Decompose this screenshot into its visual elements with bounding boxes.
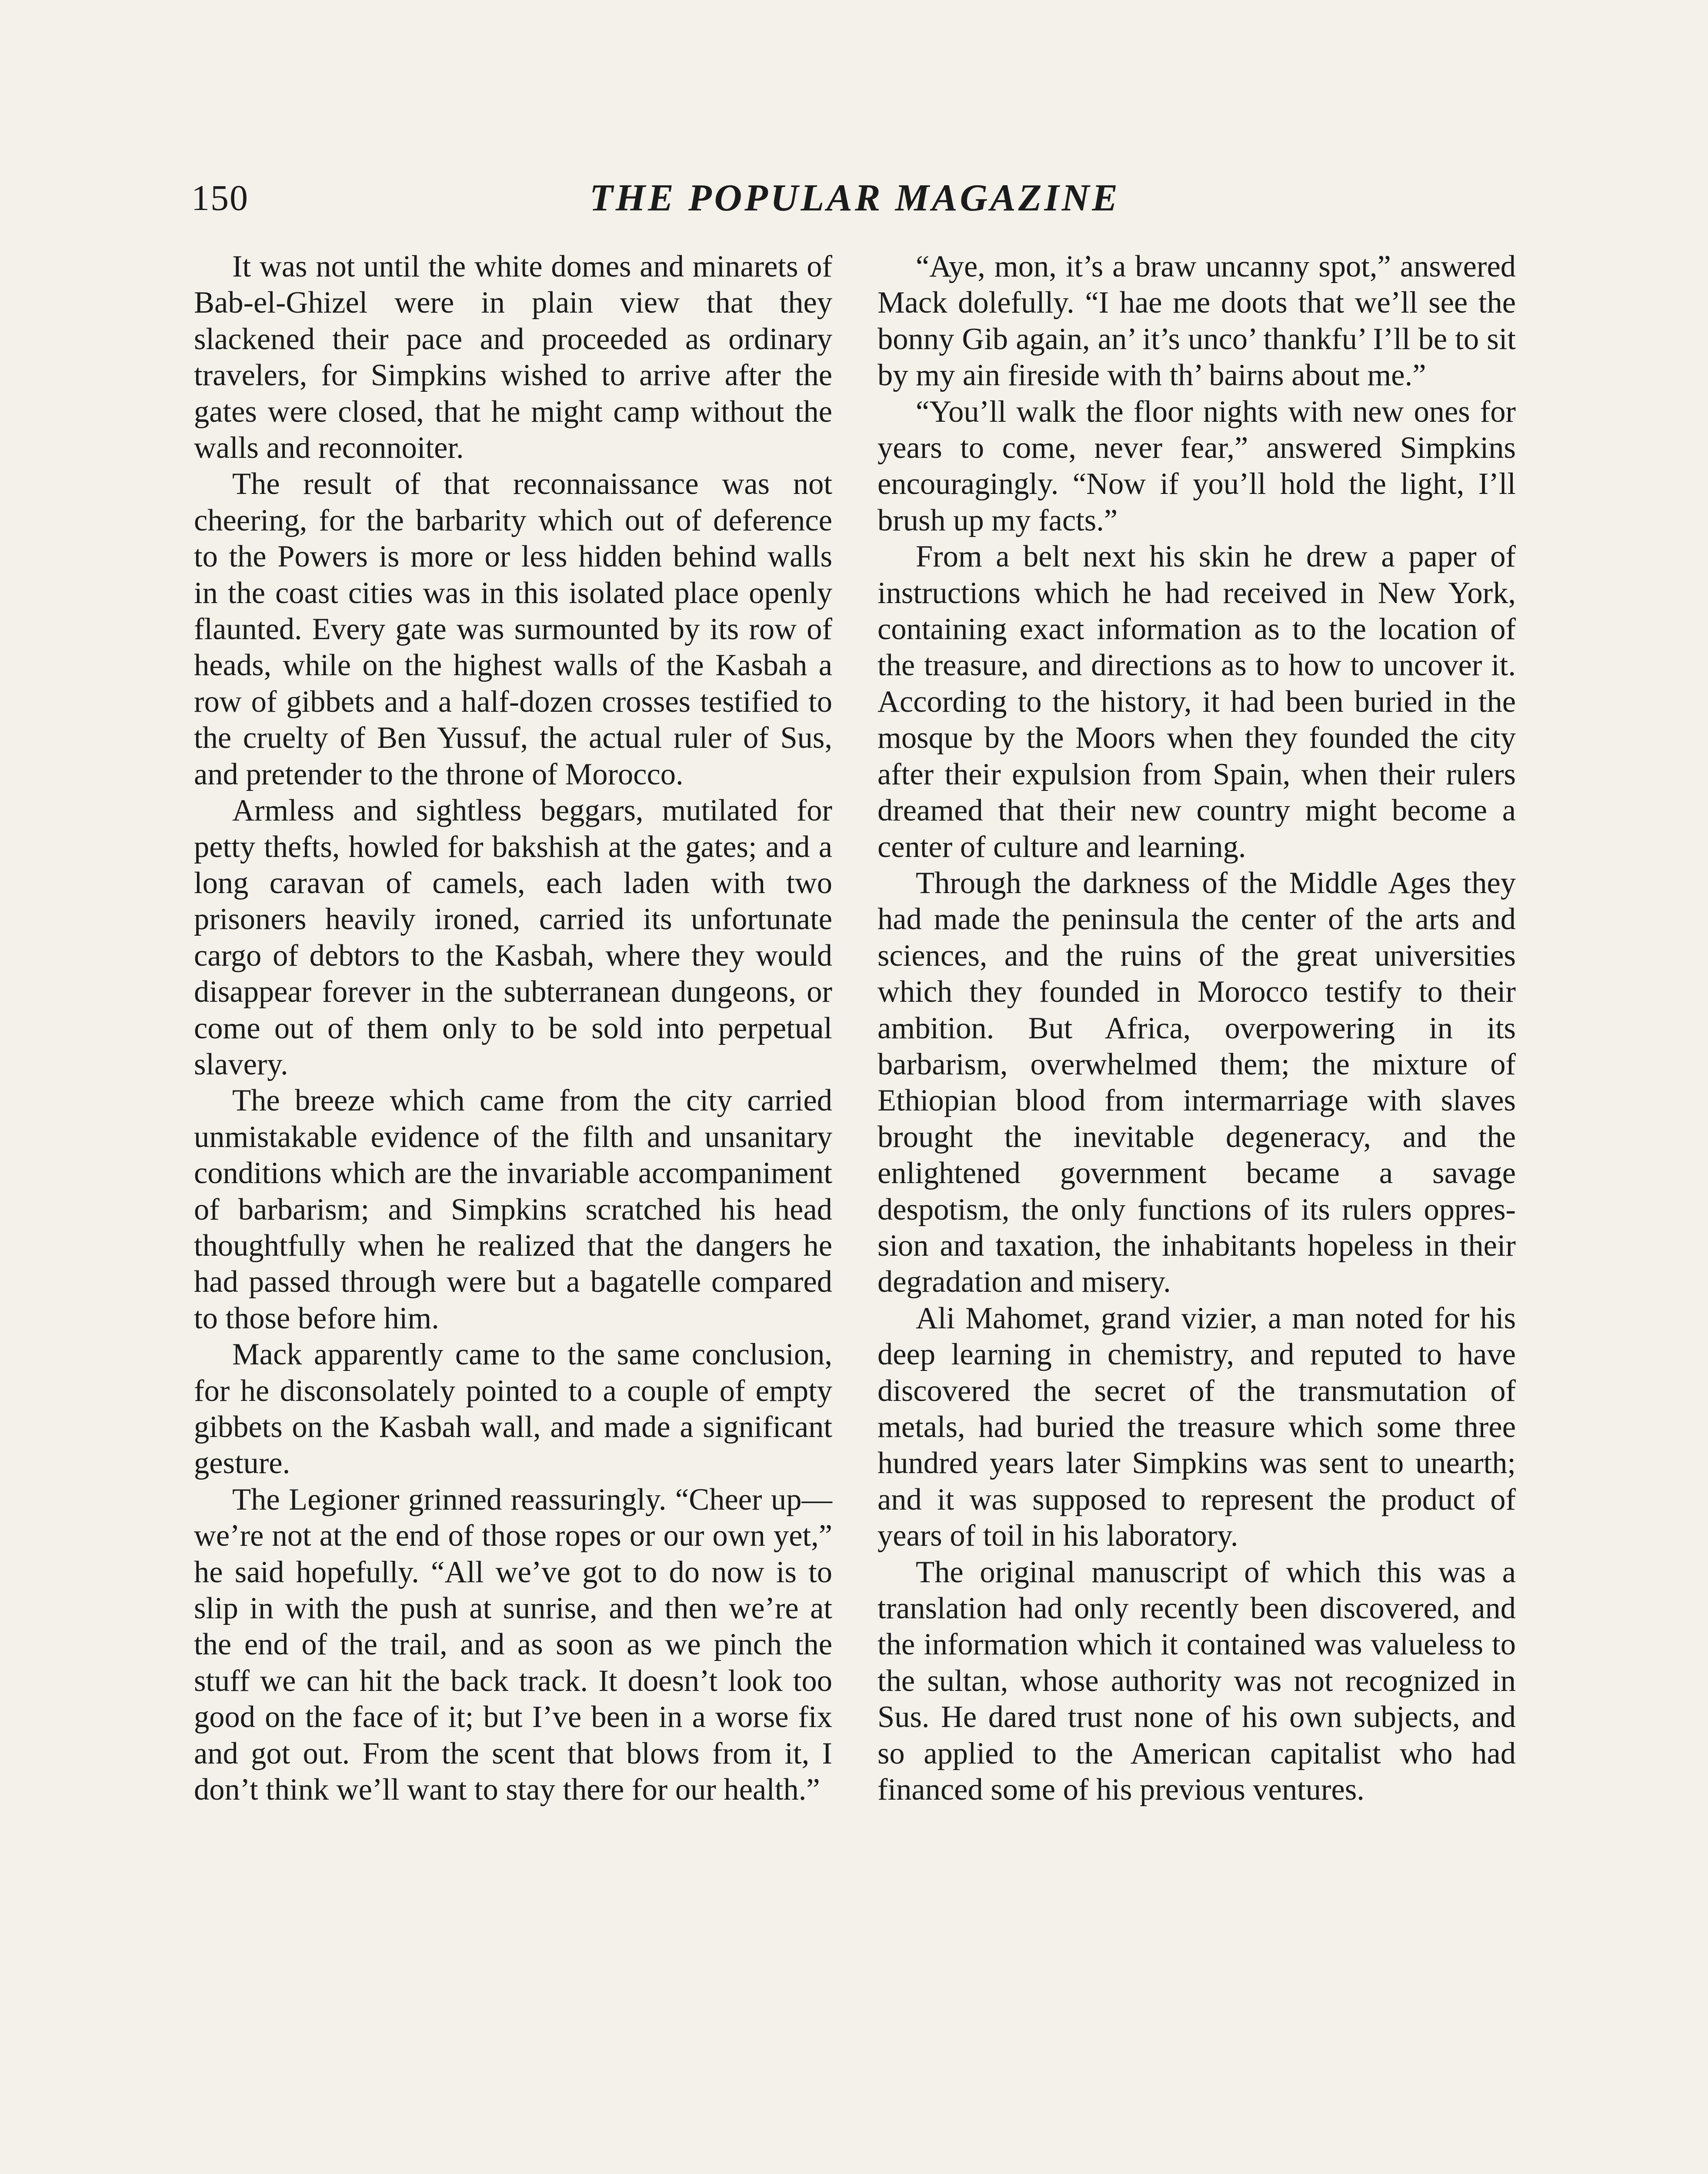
paragraph: Mack apparently came to the same conclusion, for he disconsolately pointed to a couple of empty gibbets on the Kasbah wall, and made a significant gesture. xyxy=(194,1337,832,1480)
paragraph: From a belt next his skin he drew a paper of instructions which he had received in New York, containing exact information as to the location of the treasure, and directions as to how to uncover it. According to the history, it had been buried in the mosque by the Moors when they founded the city after their expulsion from Spain, when their rulers dreamed that their new country might become a center of culture and learning. xyxy=(877,540,1516,864)
paragraph: Through the darkness of the Middle Ages they had made the peninsula the center of the arts and sciences, and the ruins of the great universities which they founded in Morocco testify to their ambition. But Africa, overpowering in its barbarism, overwhelmed them; the mixture of Ethiopian blood from intermarriage with slaves brought the inevitable degeneracy, and the enlightened government became a savage despotism, the only functions of its rulers oppression and taxation, the inhabitants hopeless in their degradation and misery. xyxy=(877,866,1516,1299)
paragraph: The breeze which came from the city carried unmistakable evidence of the filth and unsanitary conditions which are the invariable accompaniment of barbarism; and Simpkins scratched his head thoughtfully when he realized that the dangers he had passed through were but a bagatelle compared to those before him. xyxy=(194,1084,832,1335)
paragraph: Ali Mahomet, grand vizier, a man noted for his deep learning in chemistry, and reputed to have discovered the secret of the transmutation of metals, had buried the treasure which some three hundred years later Simpkins was sent to unearth; and it was supposed to represent the product of years of toil in his laboratory. xyxy=(877,1301,1516,1553)
right-column xyxy=(877,249,1516,1808)
paragraph: The original manuscript of which this was a translation had only recently been discovered, and the information which it contained was valueless to the sultan, whose authority was not recognized in Sus. He dared trust none of his own subjects, and so applied to the American capitalist who had financed some of his previous ventures. xyxy=(877,1555,1516,1807)
paragraph: “You’ll walk the floor nights with new ones for years to come, never fear,” answered Simpkins encouragingly. “Now if you’ll hold the light, I’ll brush up my facts.” xyxy=(877,394,1516,537)
paragraph: “Aye, mon, it’s a braw uncanny spot,” answered Mack dolefully. “I hae me doots that we’ll see the bonny Gib again, an’ it’s unco’ thankfu’ I’ll be to sit by my ain fireside with th’ bairns about me.” xyxy=(877,250,1516,393)
paragraph: It was not until the white domes and minarets of Bab-el-Ghizel were in plain view that they slackened their pace and proceeded as ordinary travelers, for Simpkins wished to arrive after the gates were closed, that he might camp without the walls and reconnoiter. xyxy=(194,250,832,465)
running-title: THE POPULAR MAGAZINE xyxy=(589,177,1121,219)
page-number: 150 xyxy=(191,178,249,218)
paragraph: The Legioner grinned reassuringly. “Cheer up—we’re not at the end of those ropes or our own yet,” he said hopefully. “All we’ve got to do now is to slip in with the push at sunrise, and then we’re at the end of the trail, and as soon as we pinch the stuff we can hit the back track. It doesn’t look too good on the face of it; but I’ve been in a worse fix and got out. From the scent that blows from it, I don’t think we’ll want to stay there for our health.” xyxy=(194,1482,832,1807)
left-column xyxy=(194,249,832,1808)
paragraph: The result of that reconnaissance was not cheering, for the barbarity which out of deference to the Powers is more or less hidden behind walls in the coast cities was in this isolated place openly flaunted. Every gate was surmounted by its row of heads, while on the highest walls of the Kasbah a row of gibbets and a half-dozen crosses testified to the cruelty of Ben Yussuf, the actual ruler of Sus, and pretender to the throne of Morocco. xyxy=(194,467,832,791)
page-header xyxy=(191,168,1518,229)
paragraph: Armless and sightless beggars, mutilated for petty thefts, howled for bakshish at the gates; and a long caravan of camels, each laden with two prisoners heavily ironed, carried its unfortunate cargo of debtors to the Kasbah, where they would disappear forever in the subterranean dungeons, or come out of them only to be sold into perpetual slavery. xyxy=(194,794,832,1081)
